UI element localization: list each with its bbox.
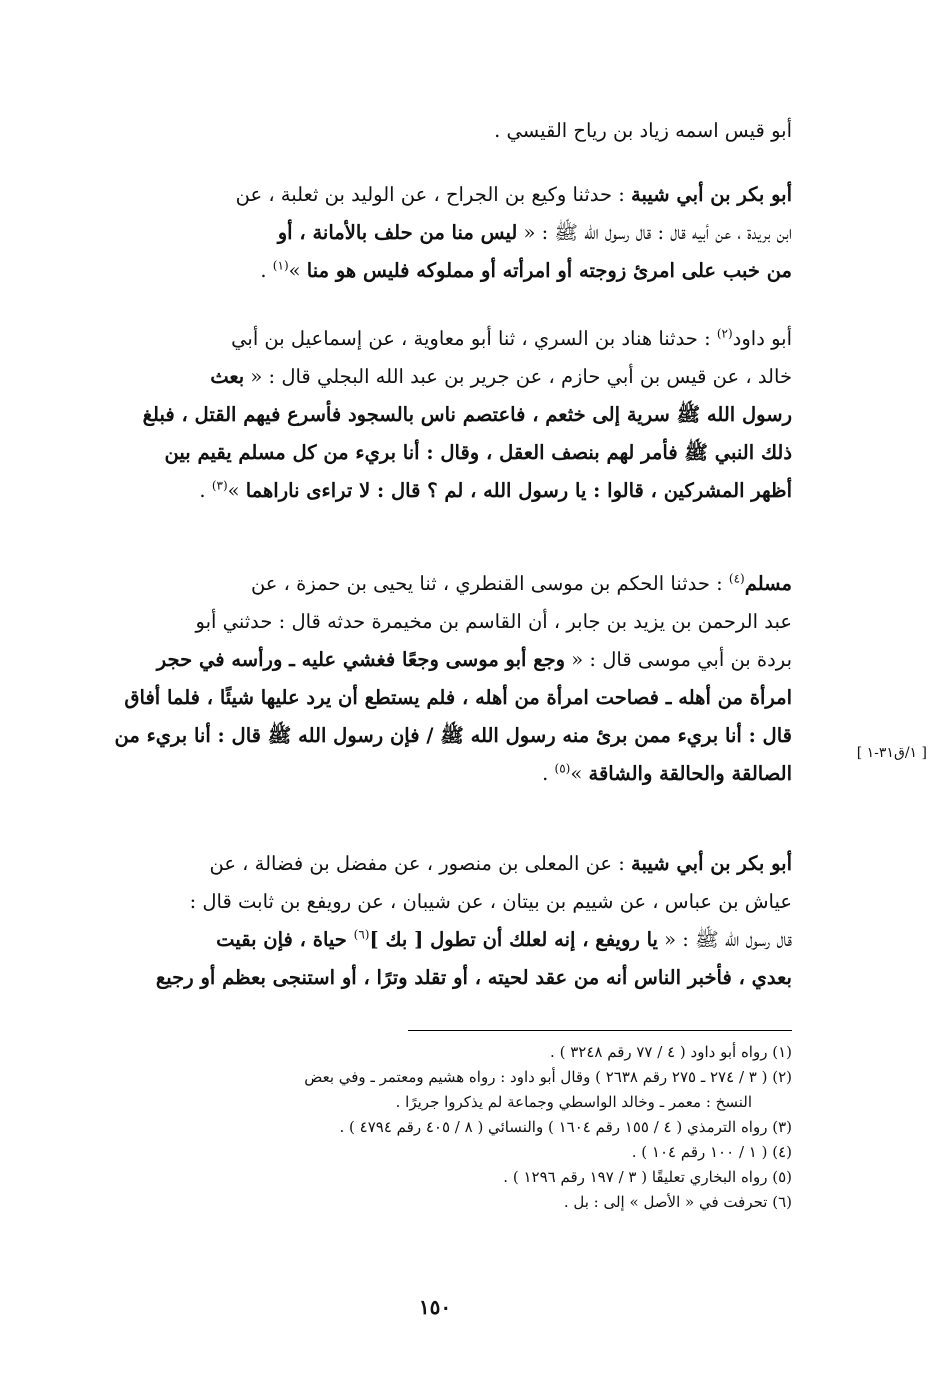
text-line: [52, 565, 792, 603]
hadith-text: أظهر المشركين ، قالوا : يا رسول الله ، لم ؟ قال : لا تراءى ناراهما: [245, 479, 792, 502]
period: .: [542, 762, 555, 785]
hadith-text: يا رويفع ، إنه لعلك أن تطول [ بك ]: [369, 928, 658, 951]
hadith-text: وجع أبو موسى وجعًا فغشي عليه ـ ورأسه في حجر: [156, 648, 566, 671]
chain-text: قال رسول الله ﷺ : «: [657, 928, 792, 951]
paragraph-2: [52, 176, 792, 290]
text-line: [52, 320, 792, 358]
quote-close: »: [570, 762, 589, 785]
footnote-5: (٥) رواه البخاري تعليقًا ( ٣ / ١٩٧ رقم ١٢٩٦ ) .: [503, 1168, 792, 1186]
chain-text: خالد ، عن قيس بن أبي حازم ، عن جرير بن عبد الله البجلي قال : «: [244, 365, 792, 388]
footnote-ref: (٥): [554, 761, 571, 776]
period: .: [199, 479, 212, 502]
footnote-ref: (٦): [353, 927, 370, 942]
text-line: [52, 214, 792, 252]
footnote-ref: (٤): [728, 571, 745, 586]
paragraph-4: [52, 565, 792, 793]
footnote-2: (٢) ( ٣ / ٢٧٤ ـ ٢٧٥ رقم ٢٦٣٨ ) وقال أبو داود : رواه هشيم ومعتمر ـ وفي بعض: [304, 1068, 792, 1086]
footnote-6: (٦) تحرفت في « الأصل » إلى : بل .: [563, 1193, 792, 1211]
chain-text: : حدثنا الحكم بن موسى القنطري ، ثنا يحيى بن حمزة ، عن: [250, 572, 729, 595]
footnote-divider: [408, 1030, 792, 1031]
footnote-ref: (٢): [716, 326, 733, 341]
hadith-text: من خبب على امرئ زوجته أو امرأته أو مملوكه فليس هو منا: [306, 259, 792, 282]
chain-text: : عن المعلى بن منصور ، عن مفضل بن فضالة ، عن: [209, 852, 632, 875]
footnotes: [60, 1040, 792, 1215]
text-line: [52, 176, 792, 214]
footnote-ref: (١): [272, 258, 289, 273]
chain-text: بردة بن أبي موسى قال : «: [565, 648, 792, 671]
narrator-name: أبو بكر بن أبي شيبة: [631, 183, 792, 206]
text-line: رسول الله ﷺ سرية إلى خثعم ، فاعتصم ناس بالسجود فأسرع فيهم القتل ، فبلغ: [142, 403, 792, 426]
text-line: [52, 845, 792, 883]
quote-close: »: [288, 259, 307, 282]
text-line: [52, 641, 792, 679]
footnote-4: (٤) ( ١ / ١٠٠ رقم ١٠٤ ) .: [631, 1143, 792, 1161]
manuscript-folio-note: [ ١/ق٣١-١ ]: [856, 745, 927, 761]
text-line: [52, 358, 792, 396]
hadith-text: بعث: [210, 365, 245, 388]
text-line: عياش بن عباس ، عن شييم بن بيتان ، عن شيبان ، عن رويفع بن ثابت قال :: [189, 890, 792, 913]
paragraph-3: [52, 320, 792, 510]
period: .: [260, 259, 273, 282]
chain-text: ابن بريدة ، عن أبيه قال : قال رسول الله ﷺ : «: [517, 221, 792, 244]
text-line: بعدي ، فأخبر الناس أنه من عقد لحيته ، أو تقلد وترًا ، أو استنجى بعظم أو رجيع: [155, 966, 792, 989]
hadith-text: الصالقة والحالقة والشاقة: [588, 762, 792, 785]
text-line: أبو قيس اسمه زياد بن رياح القيسي .: [494, 119, 792, 142]
text-line: ذلك النبي ﷺ فأمر لهم بنصف العقل ، وقال : أنا بريء من كل مسلم يقيم بين: [164, 441, 792, 464]
paragraph-1: [52, 112, 792, 150]
footnote-3: (٣) رواه الترمذي ( ٤ / ١٥٥ رقم ١٦٠٤ ) والنسائي ( ٨ / ٤٠٥ رقم ٤٧٩٤ ) .: [339, 1118, 792, 1136]
footnote-2-continued: النسخ : معمر ـ وخالد الواسطي وجماعة لم يذكروا جريرًا .: [395, 1093, 752, 1111]
chain-text: : حدثنا وكيع بن الجراح ، عن الوليد بن ثعلبة ، عن: [235, 183, 632, 206]
page-number: ١٥٠: [418, 1295, 452, 1319]
text-line: [52, 472, 792, 510]
footnote-1: (١) رواه أبو داود ( ٤ / ٧٧ رقم ٣٢٤٨ ) .: [550, 1043, 792, 1061]
paragraph-5: [52, 845, 792, 997]
narrator-name: أبو داود: [732, 327, 792, 350]
footnote-ref: (٣): [211, 478, 228, 493]
narrator-name: أبو بكر بن أبي شيبة: [631, 852, 792, 875]
text-line: [52, 921, 792, 959]
text-line: [52, 252, 792, 290]
hadith-text: ليس منا من حلف بالأمانة ، أو: [277, 221, 518, 244]
chain-text: : حدثنا هناد بن السري ، ثنا أبو معاوية ، عن إسماعيل بن أبي: [231, 327, 717, 350]
text-line: عبد الرحمن بن يزيد بن جابر ، أن القاسم بن مخيمرة حدثه قال : حدثني أبو: [195, 610, 792, 633]
text-line: [52, 755, 792, 793]
narrator-name: مسلم: [744, 572, 792, 595]
hadith-text: حياة ، فإن بقيت: [216, 928, 354, 951]
quote-close: »: [227, 479, 246, 502]
text-line: قال : أنا بريء ممن برئ منه رسول الله ﷺ / فإن رسول الله ﷺ قال : أنا بريء من: [114, 724, 792, 747]
text-line: امرأة من أهله ـ فصاحت امرأة من أهله ، فلم يستطع أن يرد عليها شيئًا ، فلما أفاق: [124, 686, 792, 709]
